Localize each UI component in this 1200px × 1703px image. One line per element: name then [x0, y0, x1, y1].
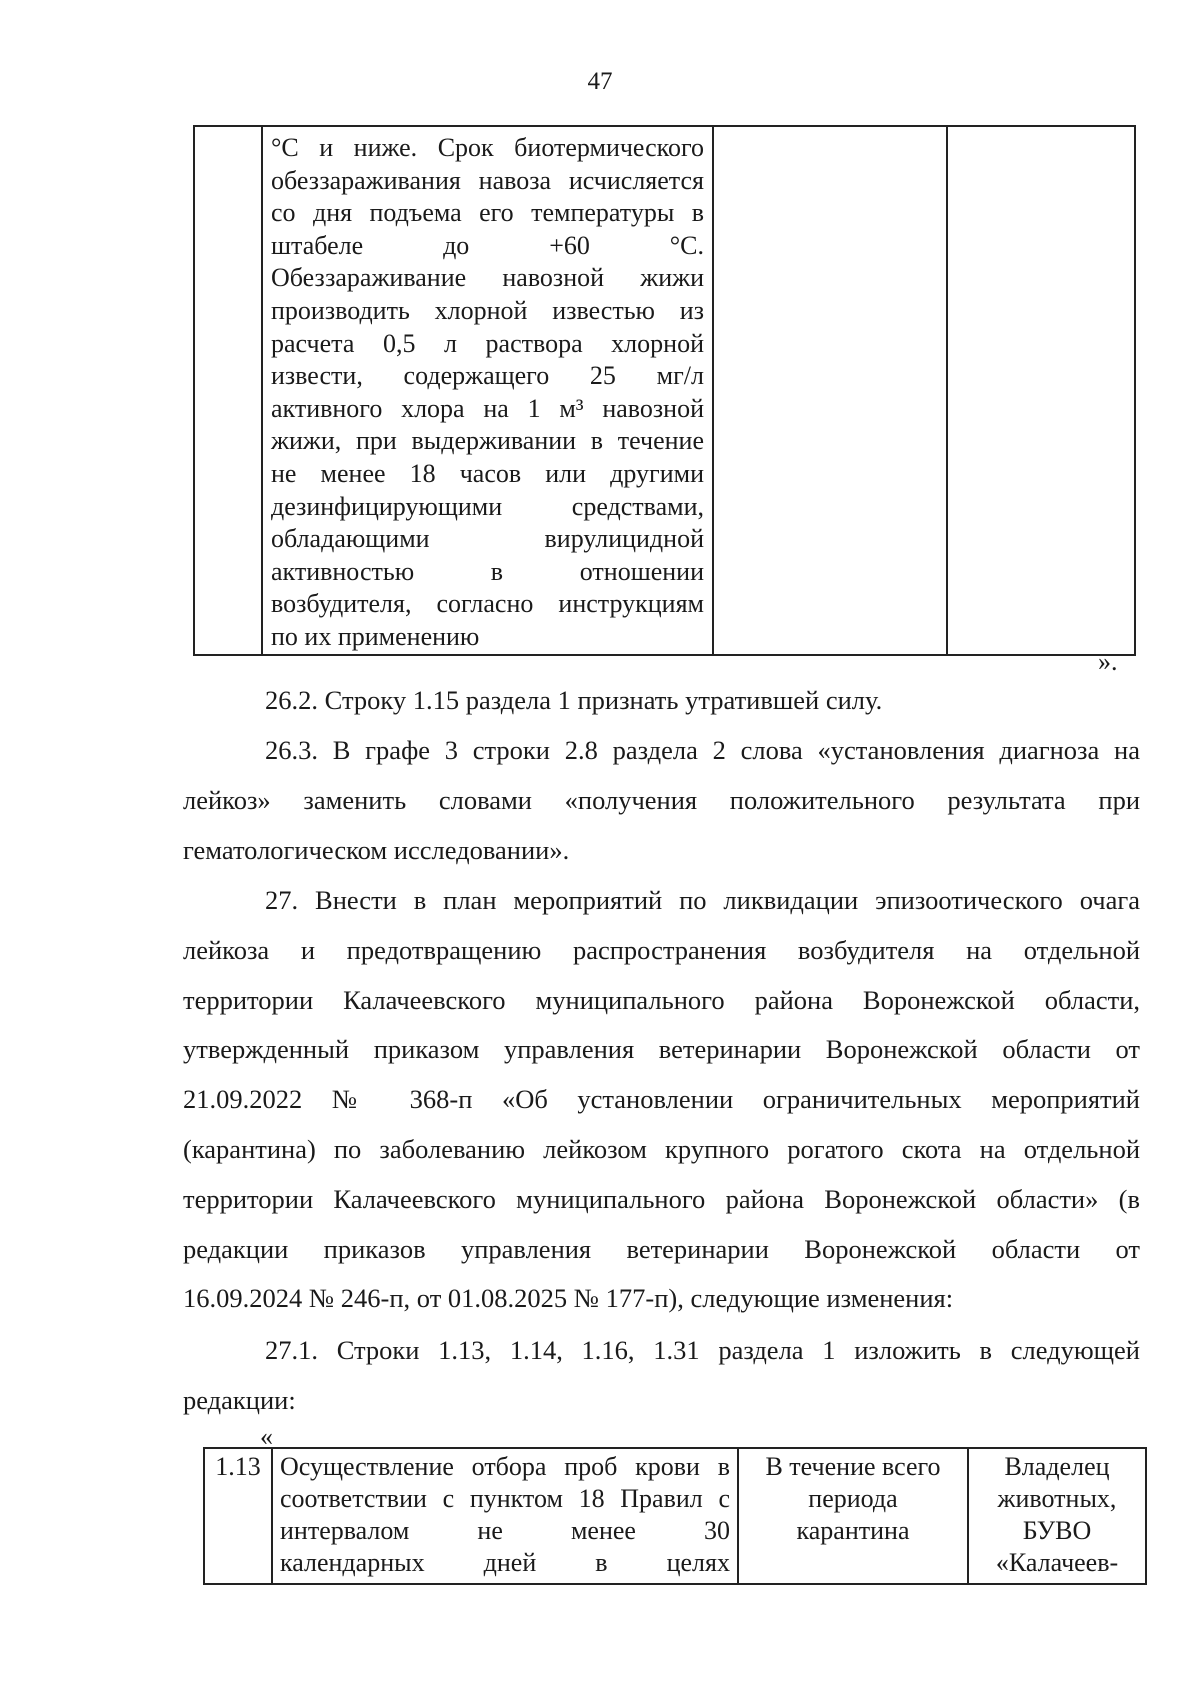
- table-cell-measure: [262, 126, 713, 655]
- paragraph-line: (карантина) по заболеванию лейкозом крупного рогатого скота на отдельной: [183, 1133, 1140, 1164]
- table-text-line: жижи, при выдерживании в течение: [271, 426, 704, 456]
- page-number: 47: [587, 68, 613, 95]
- paragraph-26-3: [183, 726, 1140, 875]
- table-cell-number: [194, 126, 262, 655]
- table-text-line: В течение всего: [765, 1452, 941, 1481]
- paragraph-line: 26.2. Строку 1.15 раздела 1 признать утратившей силу.: [265, 685, 883, 715]
- table-text-line: интервалом не менее 30: [280, 1516, 730, 1545]
- measures-table-continued: [193, 125, 1136, 656]
- table-text-line: не менее 18 часов или другими: [271, 458, 704, 488]
- table-text-line: Обеззараживание навозной жижи: [271, 263, 704, 293]
- table-text-line: возбудителя, согласно инструкциям: [271, 589, 704, 619]
- table-row: [194, 126, 1135, 655]
- table-cell-period: [713, 126, 947, 655]
- opening-quote: «: [260, 1422, 273, 1451]
- paragraph-line: территории Калачеевского муниципального района Воронежской области,: [183, 984, 1140, 1015]
- table-text-line: активностью в отношении: [271, 556, 704, 586]
- table-text-line: обеззараживания навоза исчисляется: [271, 165, 704, 195]
- table-text-line: соответствии с пунктом 18 Правил с: [280, 1484, 730, 1513]
- paragraph-line: редакции:: [183, 1384, 296, 1415]
- paragraph-26-2: [183, 676, 1200, 726]
- table-row: [204, 1448, 1146, 1584]
- table-text-line: производить хлорной известью из: [271, 295, 704, 325]
- table-cell-responsible: [947, 126, 1135, 655]
- paragraph-line: лейкоза и предотвращению распространения возбудителя на отдельной: [183, 934, 1140, 965]
- paragraph-line: лейкоз» заменить словами «получения положительного результата при: [183, 784, 1140, 815]
- closing-quote: ».: [1098, 647, 1118, 676]
- table-text-line: Осуществление отбора проб крови в: [280, 1452, 730, 1481]
- table-cell-period: [738, 1448, 968, 1584]
- paragraph-line: утвержденный приказом управления ветеринарии Воронежской области от: [183, 1034, 1140, 1065]
- measures-table-new: [203, 1447, 1147, 1585]
- paragraph-line: 26.3. В графе 3 строки 2.8 раздела 2 слова «установления диагноза на: [265, 735, 1140, 765]
- table-text-line: «Калачеев-: [995, 1548, 1119, 1577]
- paragraph-line: территории Калачеевского муниципального района Воронежской области» (в: [183, 1183, 1140, 1214]
- table-text-line: °С и ниже. Срок биотермического: [271, 133, 704, 162]
- row-number: 1.13: [204, 1448, 272, 1584]
- paragraph-line: 27. Внести в план мероприятий по ликвидации эпизоотического очага: [265, 885, 1140, 915]
- paragraph-27: [183, 876, 1140, 1324]
- table-text-line: животных,: [997, 1484, 1117, 1513]
- table-cell-responsible: [968, 1448, 1146, 1584]
- table-text-line: календарных дней в целях: [280, 1548, 730, 1577]
- table-text-line: карантина: [796, 1516, 910, 1545]
- paragraph-line: 21.09.2022 № 368-п «Об установлении ограничительных мероприятий: [183, 1084, 1140, 1115]
- table-text-line: обладающими вирулицидной: [271, 524, 704, 554]
- paragraph-line: редакции приказов управления ветеринарии Воронежской области от: [183, 1233, 1140, 1264]
- table-text-line: штабеле до +60 °С.: [271, 230, 704, 260]
- table-text-line: со дня подъема его температуры в: [271, 198, 704, 228]
- paragraph-27-1: [183, 1326, 1140, 1426]
- table-text-line: по их применению: [271, 621, 480, 651]
- table-text-line: БУВО: [1022, 1516, 1092, 1545]
- paragraph-line: 16.09.2024 № 246-п, от 01.08.2025 № 177-п), следующие изменения:: [183, 1283, 954, 1314]
- table-text-line: активного хлора на 1 м³ навозной: [271, 393, 704, 423]
- paragraph-line: гематологическом исследовании».: [183, 834, 570, 865]
- paragraph-line: 27.1. Строки 1.13, 1.14, 1.16, 1.31 раздела 1 изложить в следующей: [265, 1335, 1140, 1365]
- table-text-line: расчета 0,5 л раствора хлорной: [271, 328, 704, 358]
- table-text-line: извести, содержащего 25 мг/л: [271, 361, 704, 391]
- table-text-line: Владелец: [1004, 1452, 1110, 1481]
- table-cell-measure: [272, 1448, 738, 1584]
- table-text-line: дезинфицирующими средствами,: [271, 491, 704, 521]
- table-text-line: периода: [808, 1484, 898, 1513]
